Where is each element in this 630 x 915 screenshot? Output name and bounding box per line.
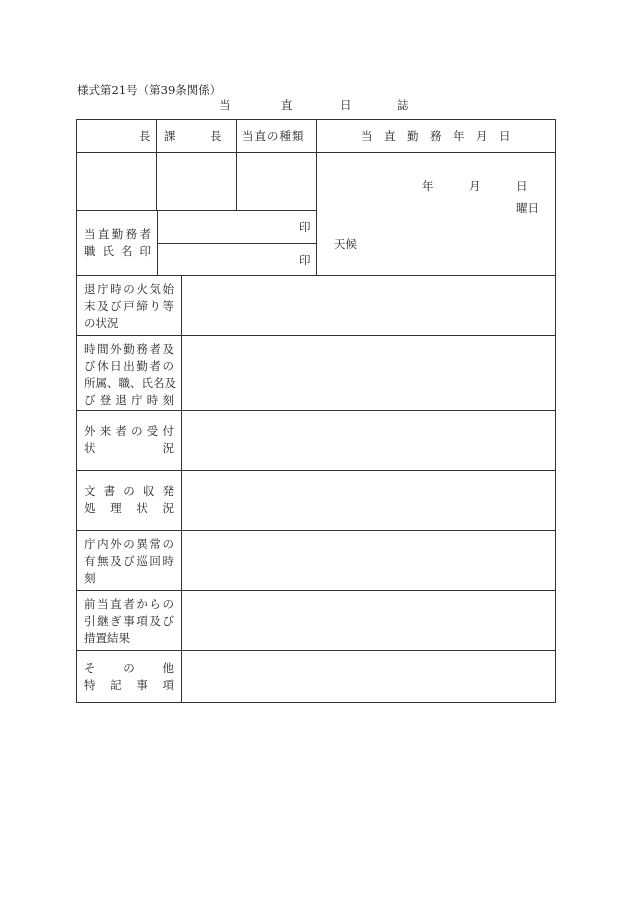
row-label: 所属、職、氏名及 (84, 376, 176, 390)
header-duty-date: 当 直 勤 務 年 月 日 (361, 129, 511, 143)
row-label: 特記事項 (84, 678, 174, 692)
row-divider (157, 243, 316, 244)
seal-mark: 印 (299, 220, 311, 234)
row-value[interactable] (182, 411, 555, 470)
row-label: 前当直者からの (84, 597, 174, 611)
header-chief: 長 (139, 129, 151, 143)
row-label: 有無及び巡回時 (84, 554, 174, 568)
row-value[interactable] (182, 276, 555, 335)
row-value[interactable] (182, 471, 555, 530)
form-identifier: 様式第21号（第39条関係） (77, 83, 222, 97)
row-value[interactable] (182, 651, 555, 702)
row-label: び登退庁時刻 (84, 393, 174, 407)
row-label: 処理状況 (84, 501, 174, 515)
duty-staff-label: 当直勤務者 (84, 227, 151, 241)
row-label: 引継ぎ事項及び (84, 614, 174, 628)
duty-log-table (76, 119, 556, 703)
date-weekday-label: 曜日 (516, 201, 539, 215)
row-label: 刻 (84, 571, 96, 585)
row-value[interactable] (182, 531, 555, 590)
row-label: 措置結果 (84, 631, 130, 645)
duty-staff-label: 職氏名印 (84, 244, 151, 258)
header-section-chief: 課 長 (164, 129, 222, 143)
row-label: 状 況 (84, 441, 174, 455)
seal-mark: 印 (299, 253, 311, 267)
weather-label: 天候 (334, 237, 357, 251)
row-label: び休日出勤者の (84, 359, 174, 373)
row-divider (77, 210, 157, 211)
title-char: 誌 (397, 98, 409, 112)
row-divider (157, 210, 316, 211)
row-label: 外来者の受付 (84, 424, 174, 438)
row-label: 文書の収発 (84, 484, 174, 498)
column-divider (157, 210, 158, 275)
row-label: そ の 他 (84, 661, 174, 675)
row-label: 退庁時の火気始 (84, 282, 174, 296)
header-duty-type: 当直の種類 (242, 129, 305, 143)
row-label: 時間外勤務者及 (84, 342, 174, 356)
row-label: 末及び戸締り等 (84, 299, 174, 313)
title-char: 直 (281, 98, 293, 112)
column-divider (316, 120, 317, 275)
date-month-label: 月 (469, 179, 481, 193)
row-label: 庁内外の異常の (84, 537, 174, 551)
duty-type-box[interactable] (237, 153, 316, 210)
row-value[interactable] (182, 336, 555, 410)
title-char: 日 (340, 98, 352, 112)
chief-seal-box[interactable] (77, 153, 156, 210)
date-day-label: 日 (516, 179, 528, 193)
row-value[interactable] (182, 591, 555, 650)
row-label: の状況 (84, 316, 119, 330)
title-char: 当 (219, 98, 231, 112)
date-year-label: 年 (422, 179, 434, 193)
